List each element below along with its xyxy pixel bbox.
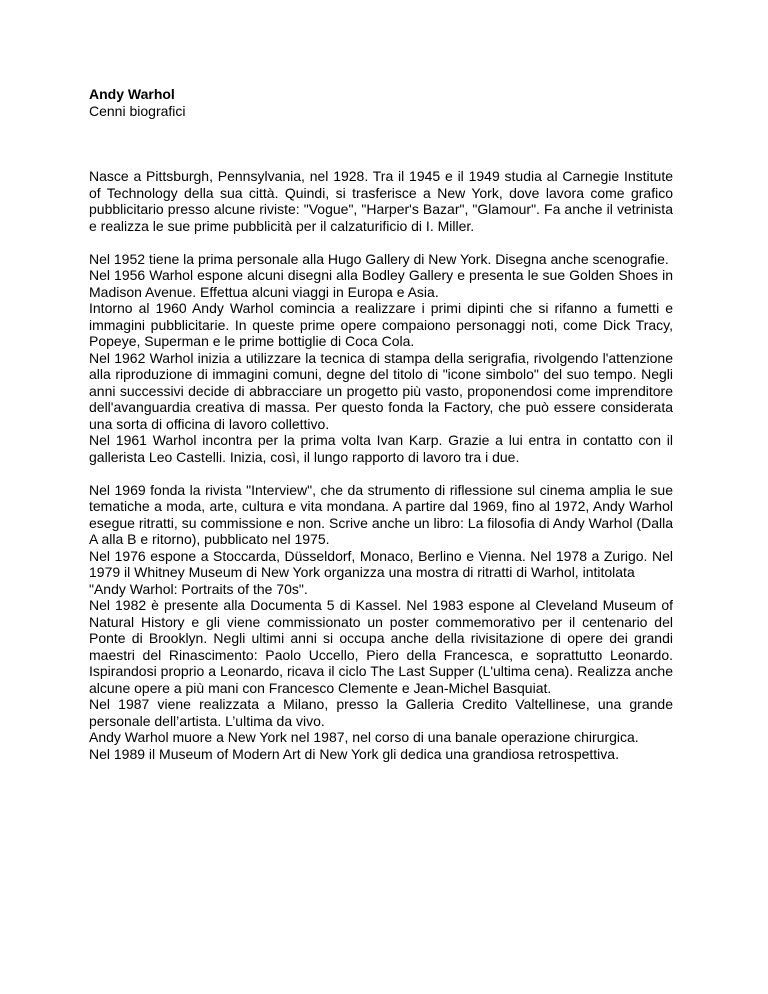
paragraph-line: Nel 1987 viene realizzata a Milano, presso la Galleria Credito Valtellinese, una grande personale dell’artista. L’ultima da vivo. [89, 696, 673, 729]
paragraph-line: Nel 1962 Warhol inizia a utilizzare la tecnica di stampa della serigrafia, rivolgendo l'attenzione alla riproduzione di immagini comuni, degne del titolo di "icone simbolo" del suo tempo. Negli anni successivi decide di abbracciare un progetto più vasto, proponendosi come imprenditore dell'avanguardia creativa di massa. Per questo fonda la Factory, che può essere considerata una sorta di officina di lavoro collettivo. [89, 349, 673, 432]
paragraph-line: "Andy Warhol: Portraits of the 70s". [89, 580, 308, 597]
paragraph-line: Nel 1956 Warhol espone alcuni disegni alla Bodley Gallery e presenta le sue Golden Shoes in Madison Avenue. Effettua alcuni viaggi in Europa e Asia. [89, 267, 673, 300]
paragraph-early-life [89, 168, 673, 234]
paragraph-line: Nel 1989 il Museum of Modern Art di New York gli dedica una grandiosa retrospettiva. [89, 745, 619, 762]
paragraph-line: Nel 1976 espone a Stoccarda, Düsseldorf, Monaco, Berlino e Vienna. Nel 1978 a Zurigo. Nel 1979 il Whitney Museum di New York organizza una mostra di ritratti di Warhol, intitolata [89, 547, 673, 580]
paragraph-later-career [89, 482, 673, 763]
document-title: Andy Warhol [89, 86, 175, 102]
paragraph-line: Andy Warhol muore a New York nel 1987, nel corso di una banale operazione chirurgica. [89, 729, 639, 745]
paragraph-line: Intorno al 1960 Andy Warhol comincia a realizzare i primi dipinti che si rifanno a fumetti e immagini pubblicitarie. In queste prime opere compaiono personaggi noti, come Dick Tracy, Popeye, Superman e le prime bottiglie di Coca Cola. [89, 300, 673, 349]
spacer [89, 119, 673, 168]
paragraph-line: Nel 1969 fonda la rivista "Interview", che da strumento di riflessione sul cinema amplia le sue tematiche a moda, arte, cultura e vita mondana. A partire dal 1969, fino al 1972, Andy Warhol esegue ritratti, su commissione e non. Scrive anche un libro: La filosofia di Andy Warhol (Dalla A alla B e ritorno), pubblicato nel 1975. [89, 481, 673, 547]
document-subtitle: Cenni biografici [89, 102, 186, 119]
paragraph-line: Nel 1982 è presente alla Documenta 5 di Kassel. Nel 1983 espone al Cleveland Museum of Natural History e gli viene commissionato un poster commemorativo per il centenario del Ponte di Brooklyn. Negli ultimi anni si occupa anche della rivisitazione di opere dei grandi maestri del Rinascimento: Paolo Uccello, Piero della Francesca, e soprattutto Leonardo. Ispirandosi proprio a Leonardo, ricava il ciclo The Last Supper (L'ultima cena). Realizza anche alcune opere a più mani con Francesco Clemente e Jean-Michel Basquiat. [89, 597, 673, 696]
paragraph-line: Nasce a Pittsburgh, Pennsylvania, nel 1928. Tra il 1945 e il 1949 studia al Carnegie Institute of Technology della sua città. Quindi, si trasferisce a New York, dove lavora come grafico pubblicitario presso alcune riviste: "Vogue", "Harper's Bazar", "Glamour". Fa anche il vetrinista e realizza le sue prime pubblicità per il calzaturificio di I. Miller. [89, 168, 673, 234]
paragraph-career-start [89, 251, 673, 466]
document-page [89, 86, 673, 779]
paragraph-line: Nel 1952 tiene la prima personale alla Hugo Gallery di New York. Disegna anche scenografie. [89, 250, 669, 267]
paragraph-line: Nel 1961 Warhol incontra per la prima volta Ivan Karp. Grazie a lui entra in contatto con il gallerista Leo Castelli. Inizia, così, il lungo rapporto di lavoro tra i due. [89, 432, 673, 465]
